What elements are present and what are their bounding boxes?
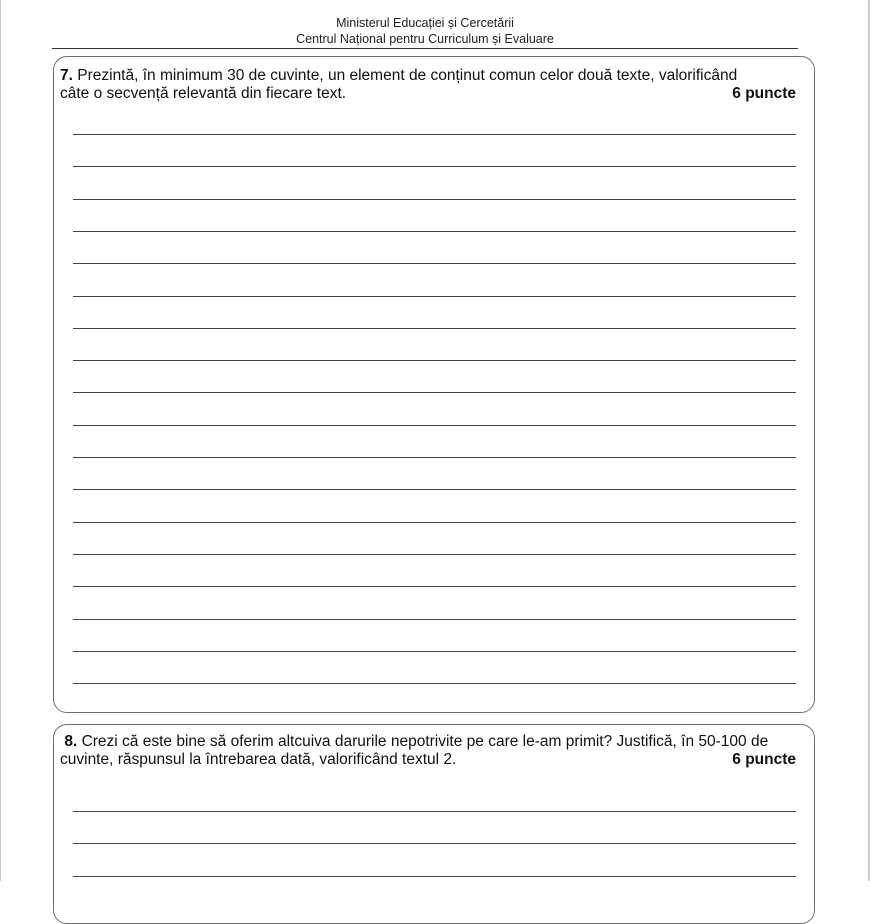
question-8-prompt (60, 733, 796, 769)
question-7-answer-line[interactable] (73, 134, 796, 135)
question-7-points: 6 puncte (732, 85, 796, 102)
question-7-answer-line[interactable] (73, 328, 796, 329)
header-ministry: Ministerul Educației și Cercetării (336, 16, 514, 30)
header-center: Centrul Național pentru Curriculum și Evaluare (296, 32, 554, 46)
question-8-number: 8. (64, 733, 78, 750)
question-7-answer-line[interactable] (73, 425, 796, 426)
question-7-answer-line[interactable] (73, 522, 796, 523)
question-7-answer-line[interactable] (73, 199, 796, 200)
page-header (52, 15, 798, 47)
header-divider (52, 48, 798, 49)
question-7-number: 7. (60, 67, 73, 84)
question-7-text-line1: Prezintă, în minimum 30 de cuvinte, un element de conținut comun celor două texte, valorificând (77, 67, 738, 84)
question-7-prompt (60, 67, 796, 103)
question-7-answer-line[interactable] (73, 489, 796, 490)
question-7-answer-line[interactable] (73, 392, 796, 393)
question-7-answer-line[interactable] (73, 586, 796, 587)
question-7-answer-line[interactable] (73, 457, 796, 458)
question-7-answer-line[interactable] (73, 619, 796, 620)
question-8-text-line1: Crezi că este bine să oferim altcuiva darurile nepotrivite pe care le-am primit? Justifică, în 50-100 de (81, 733, 769, 750)
question-8-answer-line[interactable] (73, 811, 796, 812)
question-7-answer-line[interactable] (73, 166, 796, 167)
question-7-answer-line[interactable] (73, 651, 796, 652)
question-7-answer-line[interactable] (73, 554, 796, 555)
question-7-box (53, 56, 815, 713)
question-7-answer-line[interactable] (73, 231, 796, 232)
question-8-answer-line[interactable] (73, 843, 796, 844)
question-7-answer-line[interactable] (73, 360, 796, 361)
question-8-answer-line[interactable] (73, 876, 796, 877)
page-left-edge (0, 0, 1, 881)
question-7-answer-line[interactable] (73, 296, 796, 297)
question-8-text-line2: cuvinte, răspunsul la întrebarea dată, valorificând textul 2. (60, 751, 457, 768)
question-7-answer-line[interactable] (73, 683, 796, 684)
question-7-answer-line[interactable] (73, 263, 796, 264)
question-7-text-line2: câte o secvență relevantă din fiecare text. (60, 85, 347, 102)
question-8-points: 6 puncte (732, 751, 796, 768)
